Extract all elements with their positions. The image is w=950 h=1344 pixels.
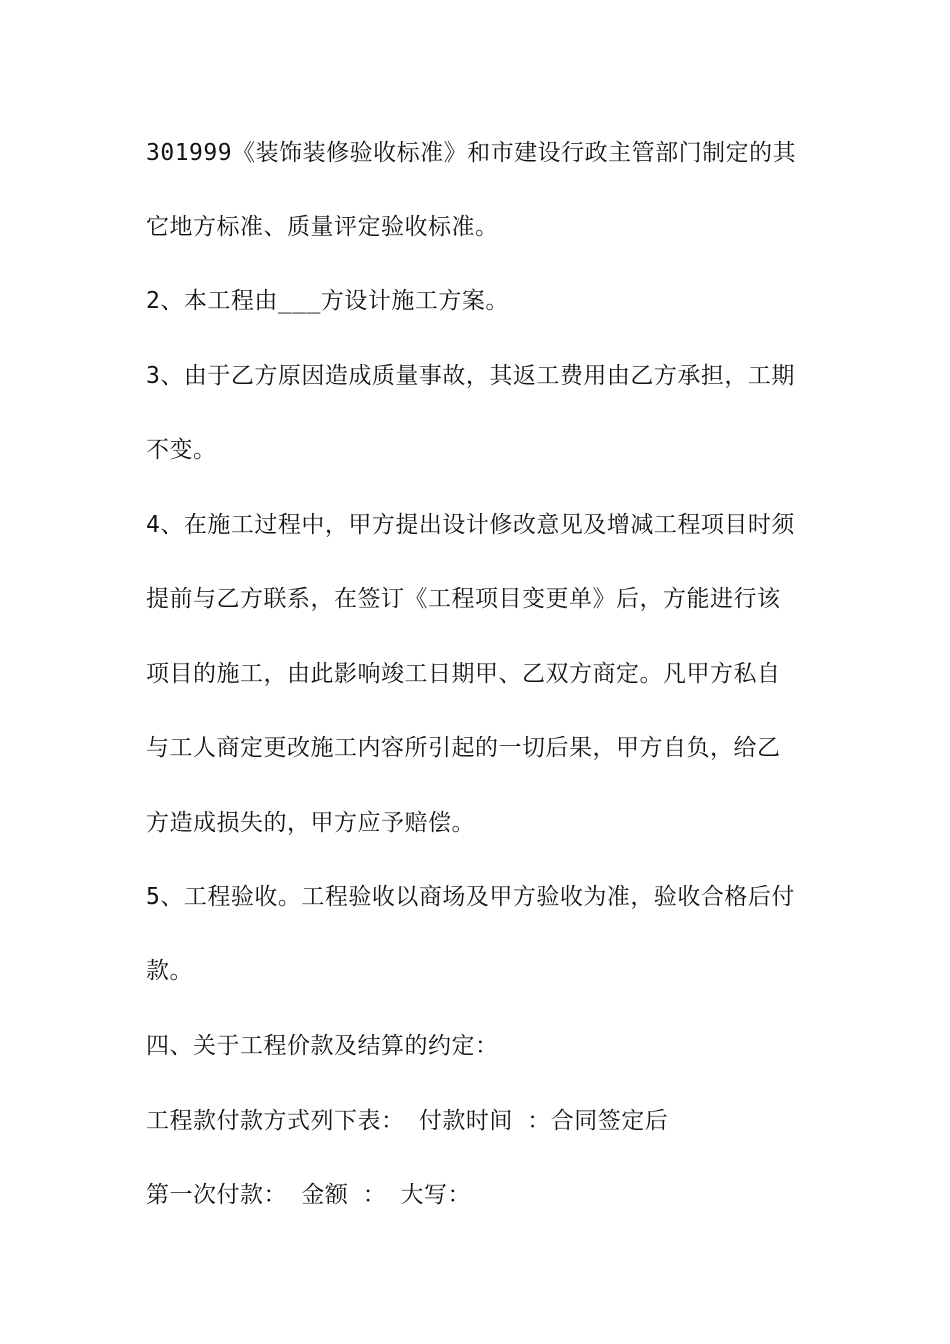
document-line: 不变。 [146, 437, 217, 463]
document-line: 5、工程验收。工程验收以商场及甲方验收为准，验收合格后付 [146, 884, 795, 910]
document-line: 项目的施工，由此影响竣工日期甲、乙双方商定。凡甲方私自 [146, 661, 781, 687]
document-line: 301999《装饰装修验收标准》和市建设行政主管部门制定的其 [146, 140, 797, 166]
document-line: 提前与乙方联系，在签订《工程项目变更单》后，方能进行该 [146, 586, 781, 612]
first-payment-line: 第一次付款： 金额 ： 大写： [146, 1182, 472, 1208]
document-line: 2、本工程由___方设计施工方案。 [146, 288, 509, 314]
document-line: 它地方标准、质量评定验收标准。 [146, 214, 499, 240]
document-line: 方造成损失的，甲方应予赔偿。 [146, 810, 475, 836]
section-heading: 四、关于工程价款及结算的约定： [146, 1033, 499, 1059]
payment-method-line: 工程款付款方式列下表： 付款时间 ：合同签定后 [146, 1108, 669, 1134]
document-line: 3、由于乙方原因造成质量事故，其返工费用由乙方承担，工期 [146, 363, 795, 389]
document-line: 4、在施工过程中，甲方提出设计修改意见及增减工程项目时须 [146, 512, 795, 538]
document-line: 款。 [146, 958, 193, 984]
document-line: 与工人商定更改施工内容所引起的一切后果，甲方自负，给乙 [146, 735, 781, 761]
